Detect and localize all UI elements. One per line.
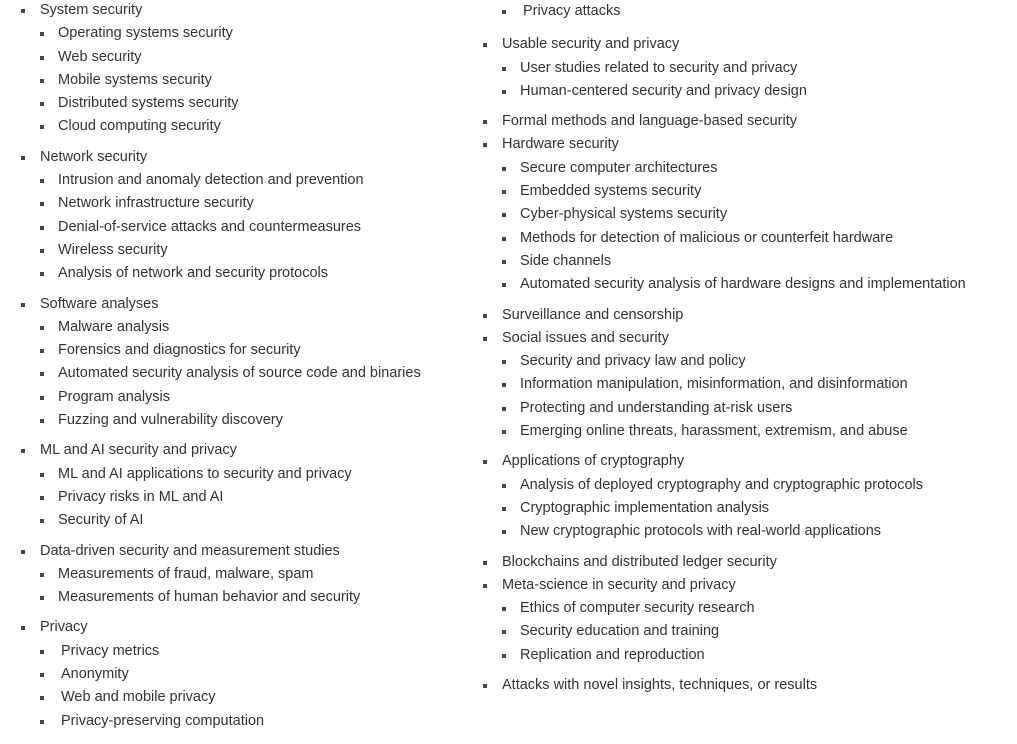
list-item: ML and AI applications to security and privacy (40, 463, 470, 486)
bullet-icon (40, 650, 44, 654)
topic-title: Hardware security (502, 133, 1013, 156)
bullet-icon (502, 383, 506, 387)
sub-list (40, 22, 470, 138)
bullet-icon (483, 120, 487, 124)
list-item: Cyber-physical systems security (502, 203, 1013, 226)
topic-blockchains (483, 551, 1013, 574)
bullet-icon (40, 720, 44, 724)
list-item: Intrusion and anomaly detection and prevention (40, 169, 470, 192)
sub-list (40, 640, 470, 733)
topic-data-driven-security (0, 540, 470, 610)
bullet-icon (502, 237, 506, 241)
list-item: Side channels (502, 250, 1013, 273)
topic-title: Attacks with novel insights, techniques, or results (502, 674, 1013, 697)
bullet-icon (502, 260, 506, 264)
list-item: Security education and training (502, 620, 1013, 643)
topic-hardware-security (483, 133, 1013, 296)
bullet-icon (40, 673, 44, 677)
bullet-icon (483, 584, 487, 588)
bullet-icon (40, 473, 44, 477)
sub-list (502, 597, 1013, 667)
list-item: Distributed systems security (40, 92, 470, 115)
sub-list (502, 0, 1013, 23)
topic-title: Applications of cryptography (502, 450, 1013, 473)
topic-title: Surveillance and censorship (502, 304, 1013, 327)
bullet-icon (502, 407, 506, 411)
topic-title: Blockchains and distributed ledger security (502, 551, 1013, 574)
list-item: Privacy-preserving computation (40, 710, 470, 733)
bullet-icon (21, 156, 25, 160)
bullet-icon (21, 9, 25, 13)
bullet-icon (502, 167, 506, 171)
bullet-icon (40, 496, 44, 500)
bullet-icon (21, 449, 25, 453)
list-item: Security of AI (40, 509, 470, 532)
bullet-icon (40, 56, 44, 60)
list-item: Privacy attacks (502, 0, 1013, 23)
list-item: Analysis of deployed cryptography and cryptographic protocols (502, 474, 1013, 497)
bullet-icon (502, 654, 506, 658)
list-item: Secure computer architectures (502, 157, 1013, 180)
list-item: Privacy risks in ML and AI (40, 486, 470, 509)
bullet-icon (483, 143, 487, 147)
bullet-icon (40, 349, 44, 353)
list-item: Web security (40, 46, 470, 69)
list-item: Ethics of computer security research (502, 597, 1013, 620)
right-column (483, 0, 1013, 697)
list-item: Protecting and understanding at-risk users (502, 397, 1013, 420)
topic-software-analyses (0, 293, 470, 433)
sub-list (502, 57, 1013, 104)
topic-network-security (0, 146, 470, 286)
bullet-icon (21, 550, 25, 554)
list-item: Automated security analysis of hardware designs and implementation (502, 273, 1013, 296)
topic-formal-methods (483, 110, 1013, 133)
sub-list (40, 316, 470, 432)
list-item: Replication and reproduction (502, 644, 1013, 667)
bullet-icon (502, 283, 506, 287)
bullet-icon (502, 430, 506, 434)
bullet-icon (483, 684, 487, 688)
sub-list (502, 474, 1013, 544)
list-item: Cloud computing security (40, 115, 470, 138)
sub-list (40, 563, 470, 610)
sub-list (40, 169, 470, 285)
topic-ml-ai-security (0, 439, 470, 532)
topic-title: Formal methods and language-based security (502, 110, 1013, 133)
bullet-icon (40, 79, 44, 83)
bullet-icon (40, 396, 44, 400)
bullet-icon (502, 484, 506, 488)
list-item: Security and privacy law and policy (502, 350, 1013, 373)
list-item: Wireless security (40, 239, 470, 262)
list-item: Information manipulation, misinformation, and disinformation (502, 373, 1013, 396)
bullet-icon (483, 561, 487, 565)
list-item: Analysis of network and security protocols (40, 262, 470, 285)
list-item: Measurements of human behavior and security (40, 586, 470, 609)
bullet-icon (502, 530, 506, 534)
topic-system-security (0, 0, 470, 139)
topic-meta-science (483, 574, 1013, 667)
list-item: Malware analysis (40, 316, 470, 339)
bullet-icon (483, 314, 487, 318)
bullet-icon (483, 460, 487, 464)
topic-title: Data-driven security and measurement studies (40, 540, 470, 563)
topic-title: Privacy (40, 616, 470, 639)
bullet-icon (40, 596, 44, 600)
bullet-icon (502, 90, 506, 94)
list-item: Forensics and diagnostics for security (40, 339, 470, 362)
topic-title: Software analyses (40, 293, 470, 316)
list-item: Cryptographic implementation analysis (502, 497, 1013, 520)
list-item: Automated security analysis of source code and binaries (40, 362, 470, 385)
bullet-icon (502, 360, 506, 364)
bullet-icon (502, 213, 506, 217)
bullet-icon (40, 573, 44, 577)
bullet-icon (40, 202, 44, 206)
topic-attacks-novel-insights (483, 674, 1013, 697)
bullet-icon (502, 607, 506, 611)
sub-list (502, 157, 1013, 297)
list-item: Mobile systems security (40, 69, 470, 92)
topic-usable-security (483, 33, 1013, 103)
topic-title: System security (40, 0, 470, 22)
bullet-icon (40, 179, 44, 183)
sub-list (40, 463, 470, 533)
list-item: Operating systems security (40, 22, 470, 45)
bullet-icon (21, 626, 25, 630)
topic-privacy-continued (483, 0, 1013, 23)
bullet-icon (502, 507, 506, 511)
bullet-icon (40, 272, 44, 276)
topic-title: Usable security and privacy (502, 33, 1013, 56)
list-item: Denial-of-service attacks and countermeasures (40, 216, 470, 239)
topic-title: Social issues and security (502, 327, 1013, 350)
topic-privacy (0, 616, 470, 732)
list-item: Fuzzing and vulnerability discovery (40, 409, 470, 432)
bullet-icon (40, 696, 44, 700)
list-item: Anonymity (40, 663, 470, 686)
list-item: Measurements of fraud, malware, spam (40, 563, 470, 586)
list-item: Privacy metrics (40, 640, 470, 663)
bullet-icon (502, 630, 506, 634)
bullet-icon (483, 43, 487, 47)
bullet-icon (40, 32, 44, 36)
list-item: Embedded systems security (502, 180, 1013, 203)
bullet-icon (40, 519, 44, 523)
sub-list (502, 350, 1013, 443)
bullet-icon (40, 326, 44, 330)
list-item: Human-centered security and privacy design (502, 80, 1013, 103)
topic-surveillance (483, 304, 1013, 327)
bullet-icon (40, 372, 44, 376)
topic-title: ML and AI security and privacy (40, 439, 470, 462)
bullet-icon (502, 10, 506, 14)
list-item: Methods for detection of malicious or counterfeit hardware (502, 227, 1013, 250)
bullet-icon (502, 190, 506, 194)
list-item: New cryptographic protocols with real-world applications (502, 520, 1013, 543)
list-item: Program analysis (40, 386, 470, 409)
list-item: Web and mobile privacy (40, 686, 470, 709)
bullet-icon (40, 226, 44, 230)
list-item: Network infrastructure security (40, 192, 470, 215)
list-item: Emerging online threats, harassment, extremism, and abuse (502, 420, 1013, 443)
bullet-icon (502, 67, 506, 71)
list-item: User studies related to security and privacy (502, 57, 1013, 80)
bullet-icon (40, 102, 44, 106)
topic-title: Network security (40, 146, 470, 169)
topic-applications-of-cryptography (483, 450, 1013, 543)
topic-title: Meta-science in security and privacy (502, 574, 1013, 597)
bullet-icon (21, 303, 25, 307)
topic-social-issues (483, 327, 1013, 443)
bullet-icon (40, 419, 44, 423)
bullet-icon (483, 337, 487, 341)
bullet-icon (40, 249, 44, 253)
bullet-icon (40, 125, 44, 129)
left-column (0, 0, 470, 733)
